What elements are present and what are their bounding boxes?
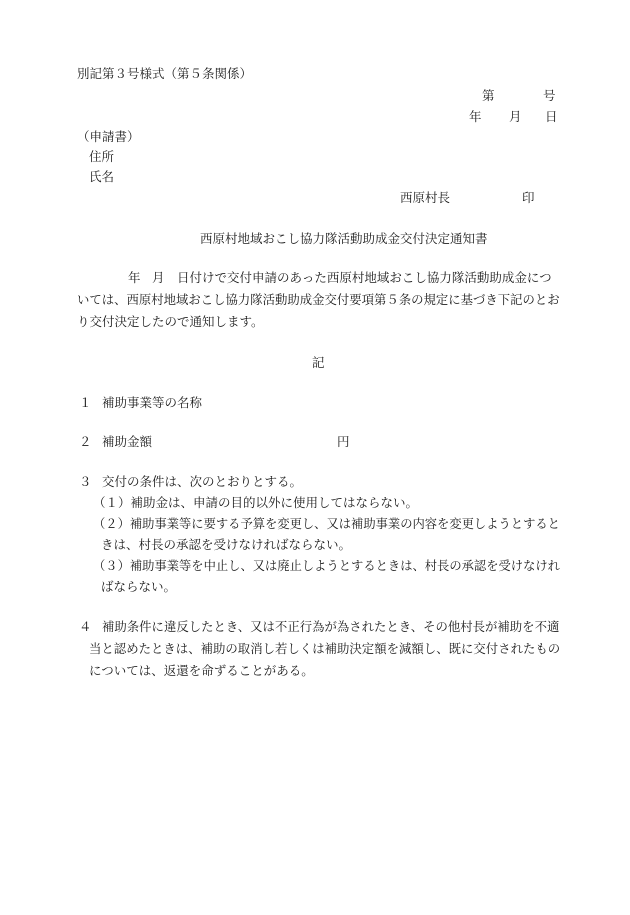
item-4-line-3: については、返還を命ずることがある。 — [89, 663, 314, 678]
item-3-number: ３ — [79, 474, 92, 489]
item-4-line-2: 当と認めたときは、補助の取消し若しくは補助決定額を減額し、既に交付されたもの — [89, 641, 561, 656]
item-3-condition-1: （１）補助金は、申請の目的以外に使用してはならない。 — [93, 495, 419, 510]
body-month: 月 — [152, 270, 165, 285]
body-year: 年 — [128, 270, 141, 285]
item-3-condition-3-line-1: （３）補助事業等を中止し、又は廃止しようとするときは、村長の承認を受けなけれ — [93, 558, 560, 573]
item-1-text: 補助事業等の名称 — [102, 395, 203, 410]
seal-mark: 印 — [522, 190, 535, 205]
ki-marker: 記 — [312, 355, 325, 370]
item-4-number: ４ — [79, 619, 92, 634]
body-text-line-2: いては、西原村地域おこし協力隊活動助成金交付要項第５条の規定に基づき下記のとお — [77, 292, 560, 307]
body-text-line-1: 日付けで交付申請のあった西原村地域おこし協力隊活動助成金につ — [177, 270, 552, 285]
item-2-text: 補助金額 — [102, 434, 153, 449]
item-2-unit: 円 — [337, 434, 350, 449]
recipient-header: （申請書） — [77, 129, 140, 144]
item-1-number: １ — [79, 395, 92, 410]
document-title: 西原村地域おこし協力隊活動助成金交付決定通知書 — [200, 231, 488, 246]
item-3-text: 交付の条件は、次のとおりとする。 — [102, 474, 303, 489]
date-month: 月 — [509, 109, 522, 124]
document-number-prefix: 第 — [482, 88, 495, 103]
document-number-suffix: 号 — [543, 88, 556, 103]
item-3-condition-3-line-2: ばならない。 — [101, 579, 177, 594]
name-label: 氏名 — [89, 169, 115, 184]
issuer-name: 西原村長 — [400, 190, 451, 205]
date-day: 日 — [545, 109, 558, 124]
date-year: 年 — [469, 109, 482, 124]
item-4-line-1: 補助条件に違反したとき、又は不正行為が為されたとき、その他村長が補助を不適 — [102, 619, 560, 634]
body-text-line-3: り交付決定したので通知します。 — [77, 314, 264, 329]
item-3-condition-2-line-1: （２）補助事業等に要する予算を変更し、又は補助事業の内容を変更しようとすると — [93, 516, 560, 531]
item-3-condition-2-line-2: きは、村長の承認を受けなければならない。 — [101, 537, 352, 552]
address-label: 住所 — [89, 149, 115, 164]
item-2-number: ２ — [79, 434, 92, 449]
form-label: 別記第３号様式（第５条関係） — [77, 66, 253, 81]
